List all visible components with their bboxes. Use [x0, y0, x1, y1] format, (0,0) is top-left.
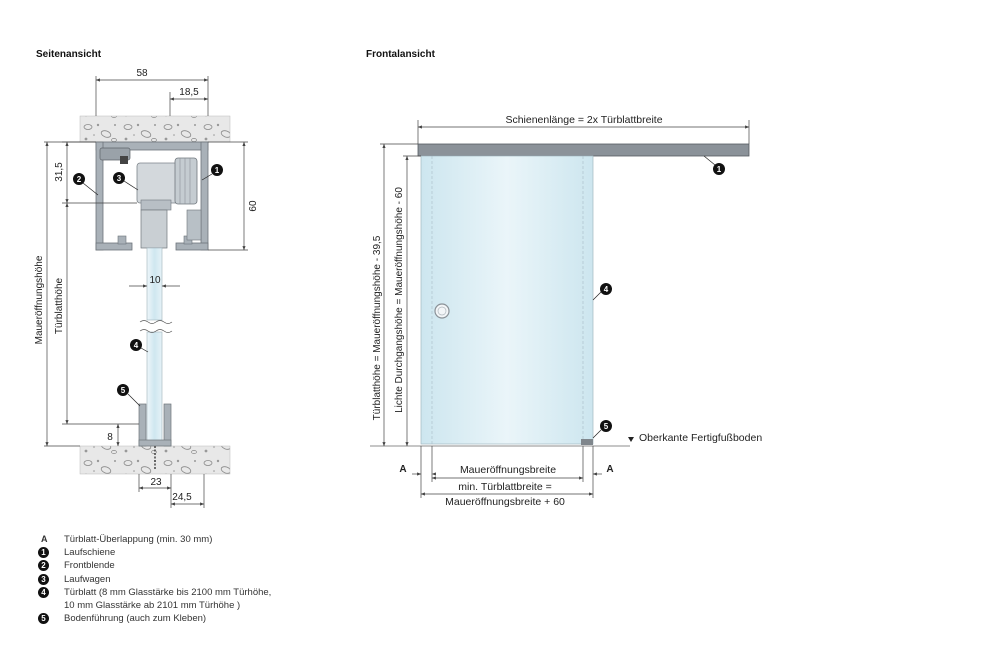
dim-23: 23	[150, 477, 162, 488]
legend-row-4b	[36, 599, 271, 612]
dim-31-5: 31,5	[54, 162, 65, 182]
legend-text-4: Türblatt (8 mm Glasstärke bis 2100 mm Türhöhe,	[64, 586, 272, 598]
legend-key-2: 2	[38, 560, 49, 571]
label-a-left: A	[399, 464, 407, 475]
side-view	[34, 68, 259, 508]
legend-row-2	[36, 559, 271, 572]
legend-row-3	[36, 573, 271, 586]
legend-text-1: Laufschiene	[64, 547, 116, 559]
legend-text-2: Frontblende	[64, 560, 115, 572]
marker-side-2: 2	[76, 175, 82, 184]
door-handle	[435, 304, 449, 318]
legend	[36, 533, 271, 625]
legend-row-5	[36, 612, 271, 625]
front-floor-guide	[581, 439, 593, 445]
front-view-heading: Frontalansicht	[366, 49, 435, 60]
side-view-heading: Seitenansicht	[36, 49, 102, 60]
legend-row-1	[36, 546, 271, 559]
dim-58: 58	[136, 68, 148, 79]
marker-front-1: 1	[716, 165, 722, 174]
label-a-right: A	[606, 464, 614, 475]
legend-text-4b: 10 mm Glasstärke ab 2101 mm Türhöhe )	[64, 600, 241, 612]
dim-10-label: 10	[149, 275, 161, 286]
marker-front-5: 5	[603, 422, 609, 431]
glass-pane	[421, 156, 593, 444]
label-min-leaf-width-1: min. Türblattbreite =	[458, 481, 552, 493]
legend-text-a: Türblatt-Überlappung (min. 30 mm)	[64, 534, 213, 545]
dim-18-5: 18,5	[179, 87, 199, 98]
label-vertical-outer: Türblatthöhe = Maueröffnungshöhe - 39,5	[372, 235, 383, 421]
marker-side-4: 4	[133, 341, 139, 350]
label-min-leaf-width-2: Maueröffnungsbreite + 60	[445, 496, 565, 508]
marker-side-1: 1	[214, 166, 220, 175]
marker-front-4: 4	[603, 285, 609, 294]
legend-text-3: Laufwagen	[64, 573, 111, 585]
label-rail-length: Schienenlänge = 2x Türblattbreite	[505, 114, 663, 126]
dim-8: 8	[107, 432, 113, 443]
legend-row-4	[36, 586, 271, 599]
marker-side-5: 5	[120, 386, 126, 395]
legend-row-a	[36, 533, 271, 546]
label-opening-height: Maueröffnungshöhe	[34, 255, 45, 345]
ceiling-concrete	[80, 116, 230, 142]
legend-text-5: Bodenführung (auch zum Kleben)	[64, 613, 207, 625]
rail	[418, 144, 749, 156]
front-view	[370, 114, 762, 508]
label-leaf-height: Türblatthöhe	[54, 277, 65, 335]
label-opening-width: Maueröffnungsbreite	[459, 464, 557, 476]
marker-side-3: 3	[116, 174, 122, 183]
legend-key-3: 3	[38, 574, 49, 585]
legend-key-1: 1	[38, 547, 49, 558]
dim-60: 60	[248, 200, 259, 212]
legend-key-4: 4	[38, 587, 49, 598]
label-floor: Oberkante Fertigfußboden	[639, 432, 763, 444]
label-vertical-inner: Lichte Durchgangshöhe = Maueröffnungshöhe - 60	[394, 187, 405, 413]
dim-24-5: 24,5	[172, 492, 192, 503]
legend-key-5: 5	[38, 613, 49, 624]
legend-key-a: A	[41, 534, 48, 544]
